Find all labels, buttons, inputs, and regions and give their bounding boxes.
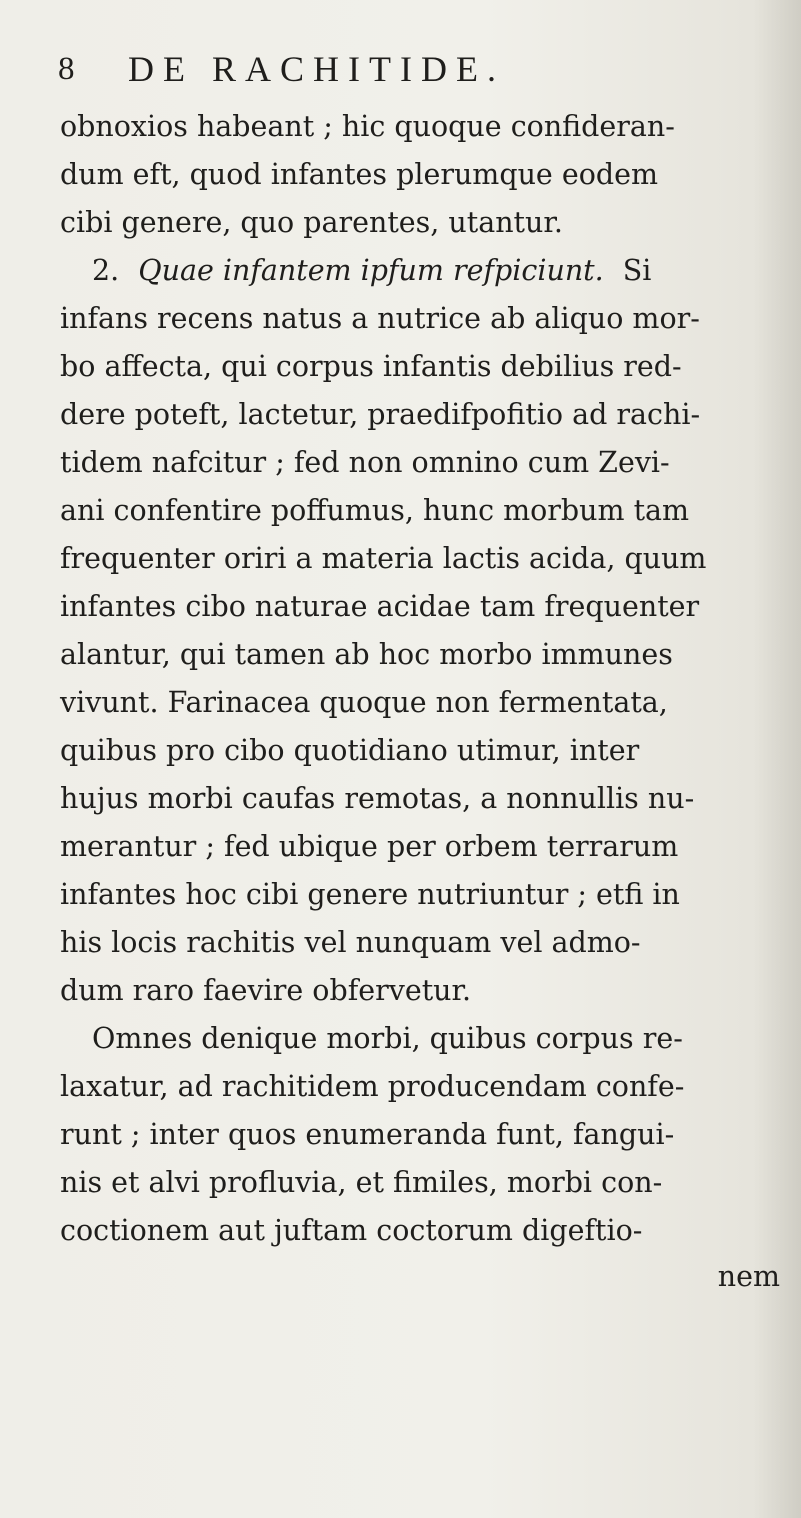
text-line: dum eft, quod infantes plerumque eodem <box>60 158 659 191</box>
text-line: quibus pro cibo quotidiano utimur, inter <box>60 734 640 767</box>
section-heading-continuation: Si <box>622 254 652 287</box>
text-line: alantur, qui tamen ab hoc morbo immunes <box>60 638 673 671</box>
text-line: bo affecta, qui corpus infantis debilius red- <box>60 350 682 383</box>
section-heading-line <box>92 247 651 295</box>
text-line: vivunt. Farinacea quoque non fermentata, <box>60 686 668 719</box>
text-line: obnoxios habeant ; hic quoque confideran- <box>60 110 675 143</box>
text-line: tidem nafcitur ; fed non omnino cum Zevi- <box>60 446 670 479</box>
section-number: 2. <box>92 254 120 287</box>
text-line: laxatur, ad rachitidem producendam confe- <box>60 1070 685 1103</box>
running-head <box>0 44 801 94</box>
text-line: nis et alvi profluvia, et fimiles, morbi con- <box>60 1166 663 1199</box>
text-line: cibi genere, quo parentes, utantur. <box>60 206 563 239</box>
text-line: ani confentire poffumus, hunc morbum tam <box>60 494 690 527</box>
text-line: dere poteft, lactetur, praedifpofitio ad rachi- <box>60 398 701 431</box>
text-line: his locis rachitis vel nunquam vel admo- <box>60 926 641 959</box>
text-line: coctionem aut juftam coctorum digeftio- <box>60 1214 643 1247</box>
text-line: merantur ; fed ubique per orbem terrarum <box>60 830 679 863</box>
page-number: 8 <box>58 51 75 87</box>
text-line: infantes cibo naturae acidae tam frequenter <box>60 590 700 623</box>
text-line: infans recens natus a nutrice ab aliquo mor- <box>60 302 700 335</box>
text-line: Omnes denique morbi, quibus corpus re- <box>92 1022 683 1055</box>
text-line: infantes hoc cibi genere nutriuntur ; etfi in <box>60 878 680 911</box>
text-line: runt ; inter quos enumeranda funt, fangui- <box>60 1118 675 1151</box>
text-line: frequenter oriri a materia lactis acida, quum <box>60 542 707 575</box>
section-heading: Quae infantem ipfum refpiciunt. <box>138 254 604 287</box>
text-line: hujus morbi caufas remotas, a nonnullis nu- <box>60 782 695 815</box>
catchword: nem <box>717 1260 780 1293</box>
running-head-title: DE RACHITIDE. <box>128 49 505 89</box>
text-line: dum raro faevire obfervetur. <box>60 974 472 1007</box>
